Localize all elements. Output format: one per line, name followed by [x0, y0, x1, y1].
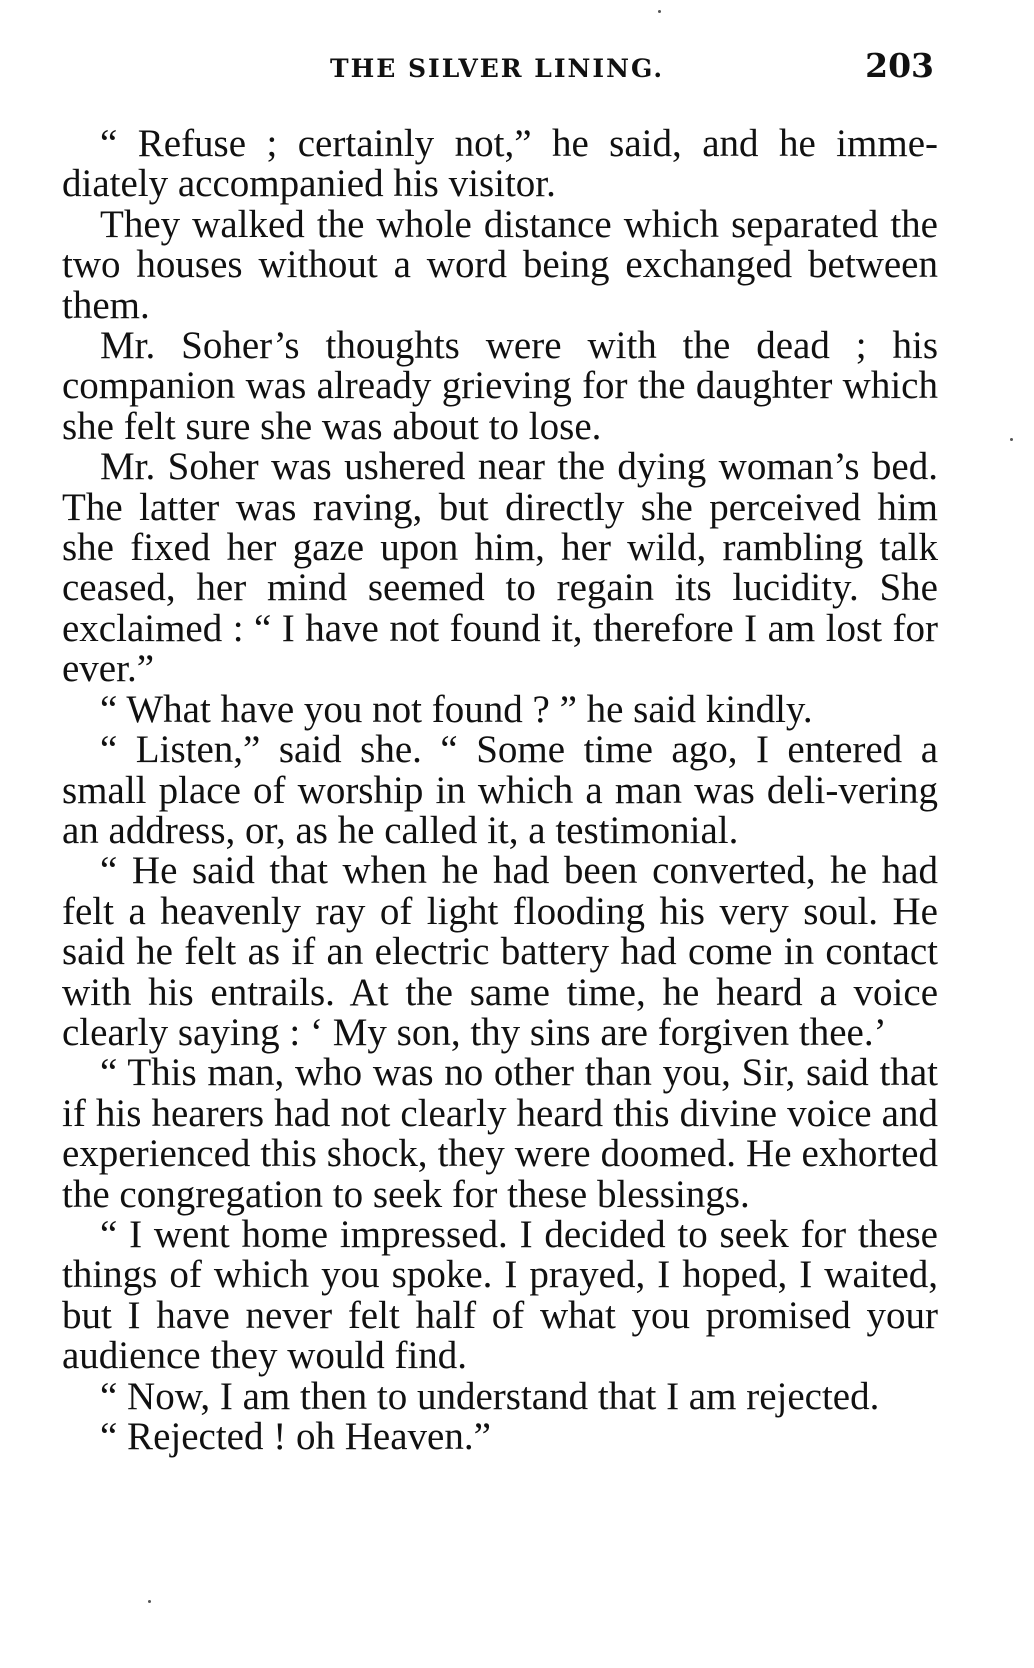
paragraph: “ Refuse ; certainly not,” he said, and he imme-diately accompanied his visitor. — [62, 122, 938, 206]
paragraph: “ I went home impressed. I decided to seek for these things of which you spoke. I prayed, I hoped, I waited, but I have never felt half of what you promised your audience they would find. — [62, 1212, 938, 1378]
paragraph: Mr. Soher’s thoughts were with the dead ; his companion was already grieving for the daughter which she felt sure she was about to lose. — [62, 324, 938, 448]
paragraph: They walked the whole distance which separated the two houses without a word being exchanged between them. — [62, 202, 938, 327]
page-number: 203 — [865, 46, 934, 85]
body-text — [62, 124, 938, 1457]
paragraph: “ Listen,” said she. “ Some time ago, I entered a small place of worship in which a man was deli-vering an address, or, as he called it, a testimonial. — [62, 728, 938, 852]
paragraph: “ What have you not found ? ” he said kindly. — [100, 687, 813, 731]
speck — [1010, 438, 1013, 441]
paragraph: “ He said that when he had been converted, he had felt a heavenly ray of light flooding his very soul. He said he felt as if an electric battery had come in contact with his entrails. At the same time, he heard a voice clearly saying : ‘ My son, thy sins are forgiven thee.’ — [62, 849, 938, 1054]
speck — [658, 10, 661, 13]
paragraph: “ Rejected ! oh Heaven.” — [100, 1415, 491, 1458]
running-head — [60, 44, 940, 88]
paragraph: “ This man, who was no other than you, Sir, said that if his hearers had not clearly heard this divine voice and experienced this shock, they were doomed. He exhorted the congregation to seek for these blessings. — [62, 1051, 938, 1216]
paragraph: “ Now, I am then to understand that I am rejected. — [100, 1374, 880, 1418]
speck — [148, 1600, 151, 1603]
paragraph: Mr. Soher was ushered near the dying woman’s bed. The latter was raving, but directly she perceived him she fixed her gaze upon him, her wild, rambling talk ceased, her mind seemed to regain its lucidity. She exclaimed : “ I have not found it, therefore I am lost for ever.” — [62, 445, 938, 691]
running-title: THE SILVER LINING. — [330, 54, 665, 83]
